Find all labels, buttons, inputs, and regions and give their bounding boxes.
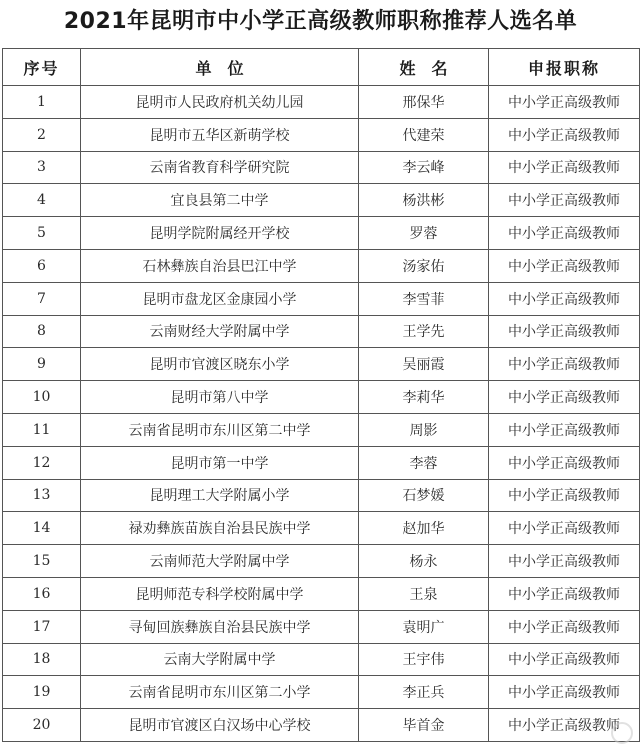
row-unit: 昆明学院附属经开学校 <box>81 217 359 250</box>
table-row <box>3 413 640 446</box>
row-name: 袁明广 <box>359 610 489 643</box>
row-unit: 昆明市盘龙区金康园小学 <box>81 282 359 315</box>
row-unit: 宜良县第二中学 <box>81 184 359 217</box>
row-name: 王泉 <box>359 577 489 610</box>
row-name: 石梦媛 <box>359 479 489 512</box>
row-index: 2 <box>3 118 81 151</box>
row-index: 3 <box>3 151 81 184</box>
row-index: 15 <box>3 545 81 578</box>
row-name: 赵加华 <box>359 512 489 545</box>
row-unit: 昆明理工大学附属小学 <box>81 479 359 512</box>
row-title: 中小学正高级教师 <box>489 610 640 643</box>
header-index: 序号 <box>3 49 81 86</box>
row-name: 李雪菲 <box>359 282 489 315</box>
row-unit: 昆明市第八中学 <box>81 381 359 414</box>
row-index: 9 <box>3 348 81 381</box>
table-row <box>3 249 640 282</box>
table-row <box>3 643 640 676</box>
row-title: 中小学正高级教师 <box>489 709 640 742</box>
row-index: 20 <box>3 709 81 742</box>
table-row <box>3 151 640 184</box>
row-unit: 昆明市第一中学 <box>81 446 359 479</box>
row-name: 邢保华 <box>359 86 489 119</box>
header-title: 申报职称 <box>489 49 640 86</box>
row-title: 中小学正高级教师 <box>489 413 640 446</box>
row-name: 王学先 <box>359 315 489 348</box>
table-row <box>3 577 640 610</box>
row-name: 吴丽霞 <box>359 348 489 381</box>
row-index: 11 <box>3 413 81 446</box>
row-index: 5 <box>3 217 81 250</box>
row-name: 李正兵 <box>359 676 489 709</box>
header-unit: 单 位 <box>81 49 359 86</box>
table-body <box>3 86 640 742</box>
row-title: 中小学正高级教师 <box>489 217 640 250</box>
table-row <box>3 479 640 512</box>
row-name: 杨永 <box>359 545 489 578</box>
row-index: 19 <box>3 676 81 709</box>
table-row <box>3 381 640 414</box>
row-index: 7 <box>3 282 81 315</box>
row-index: 4 <box>3 184 81 217</box>
row-title: 中小学正高级教师 <box>489 348 640 381</box>
row-unit: 云南省教育科学研究院 <box>81 151 359 184</box>
row-title: 中小学正高级教师 <box>489 512 640 545</box>
table-row <box>3 709 640 742</box>
table-row <box>3 512 640 545</box>
row-title: 中小学正高级教师 <box>489 643 640 676</box>
row-name: 周影 <box>359 413 489 446</box>
table-row <box>3 184 640 217</box>
row-title: 中小学正高级教师 <box>489 381 640 414</box>
row-name: 代建荣 <box>359 118 489 151</box>
row-index: 6 <box>3 249 81 282</box>
row-title: 中小学正高级教师 <box>489 676 640 709</box>
row-unit: 寻甸回族彝族自治县民族中学 <box>81 610 359 643</box>
row-title: 中小学正高级教师 <box>489 282 640 315</box>
row-name: 李云峰 <box>359 151 489 184</box>
row-name: 汤家佑 <box>359 249 489 282</box>
table-row <box>3 86 640 119</box>
table-row <box>3 545 640 578</box>
row-unit: 云南省昆明市东川区第二中学 <box>81 413 359 446</box>
row-index: 1 <box>3 86 81 119</box>
row-title: 中小学正高级教师 <box>489 86 640 119</box>
table-row <box>3 315 640 348</box>
nominee-table <box>2 48 640 742</box>
document-title: 2021年昆明市中小学正高级教师职称推荐人选名单 <box>63 9 578 34</box>
row-name: 罗蓉 <box>359 217 489 250</box>
row-title: 中小学正高级教师 <box>489 577 640 610</box>
row-index: 16 <box>3 577 81 610</box>
row-index: 18 <box>3 643 81 676</box>
row-unit: 昆明师范专科学校附属中学 <box>81 577 359 610</box>
table-row <box>3 348 640 381</box>
row-title: 中小学正高级教师 <box>489 118 640 151</box>
row-name: 毕首金 <box>359 709 489 742</box>
table-row <box>3 676 640 709</box>
row-unit: 昆明市官渡区白汉场中心学校 <box>81 709 359 742</box>
row-name: 杨洪彬 <box>359 184 489 217</box>
row-title: 中小学正高级教师 <box>489 315 640 348</box>
header-name: 姓 名 <box>359 49 489 86</box>
row-index: 14 <box>3 512 81 545</box>
table-row <box>3 282 640 315</box>
table-row <box>3 217 640 250</box>
row-title: 中小学正高级教师 <box>489 151 640 184</box>
row-unit: 昆明市人民政府机关幼儿园 <box>81 86 359 119</box>
row-unit: 石林彝族自治县巴江中学 <box>81 249 359 282</box>
row-index: 17 <box>3 610 81 643</box>
row-unit: 云南省昆明市东川区第二小学 <box>81 676 359 709</box>
table-row <box>3 118 640 151</box>
row-name: 王宇伟 <box>359 643 489 676</box>
row-unit: 禄劝彝族苗族自治县民族中学 <box>81 512 359 545</box>
row-index: 10 <box>3 381 81 414</box>
row-unit: 昆明市五华区新萌学校 <box>81 118 359 151</box>
row-title: 中小学正高级教师 <box>489 446 640 479</box>
row-index: 12 <box>3 446 81 479</box>
row-title: 中小学正高级教师 <box>489 479 640 512</box>
row-index: 8 <box>3 315 81 348</box>
table-row <box>3 610 640 643</box>
row-title: 中小学正高级教师 <box>489 184 640 217</box>
table-header-row <box>3 49 640 86</box>
row-unit: 云南财经大学附属中学 <box>81 315 359 348</box>
row-unit: 云南大学附属中学 <box>81 643 359 676</box>
row-unit: 昆明市官渡区晓东小学 <box>81 348 359 381</box>
row-index: 13 <box>3 479 81 512</box>
row-title: 中小学正高级教师 <box>489 545 640 578</box>
row-name: 李蓉 <box>359 446 489 479</box>
row-unit: 云南师范大学附属中学 <box>81 545 359 578</box>
table-row <box>3 446 640 479</box>
row-title: 中小学正高级教师 <box>489 249 640 282</box>
row-name: 李莉华 <box>359 381 489 414</box>
